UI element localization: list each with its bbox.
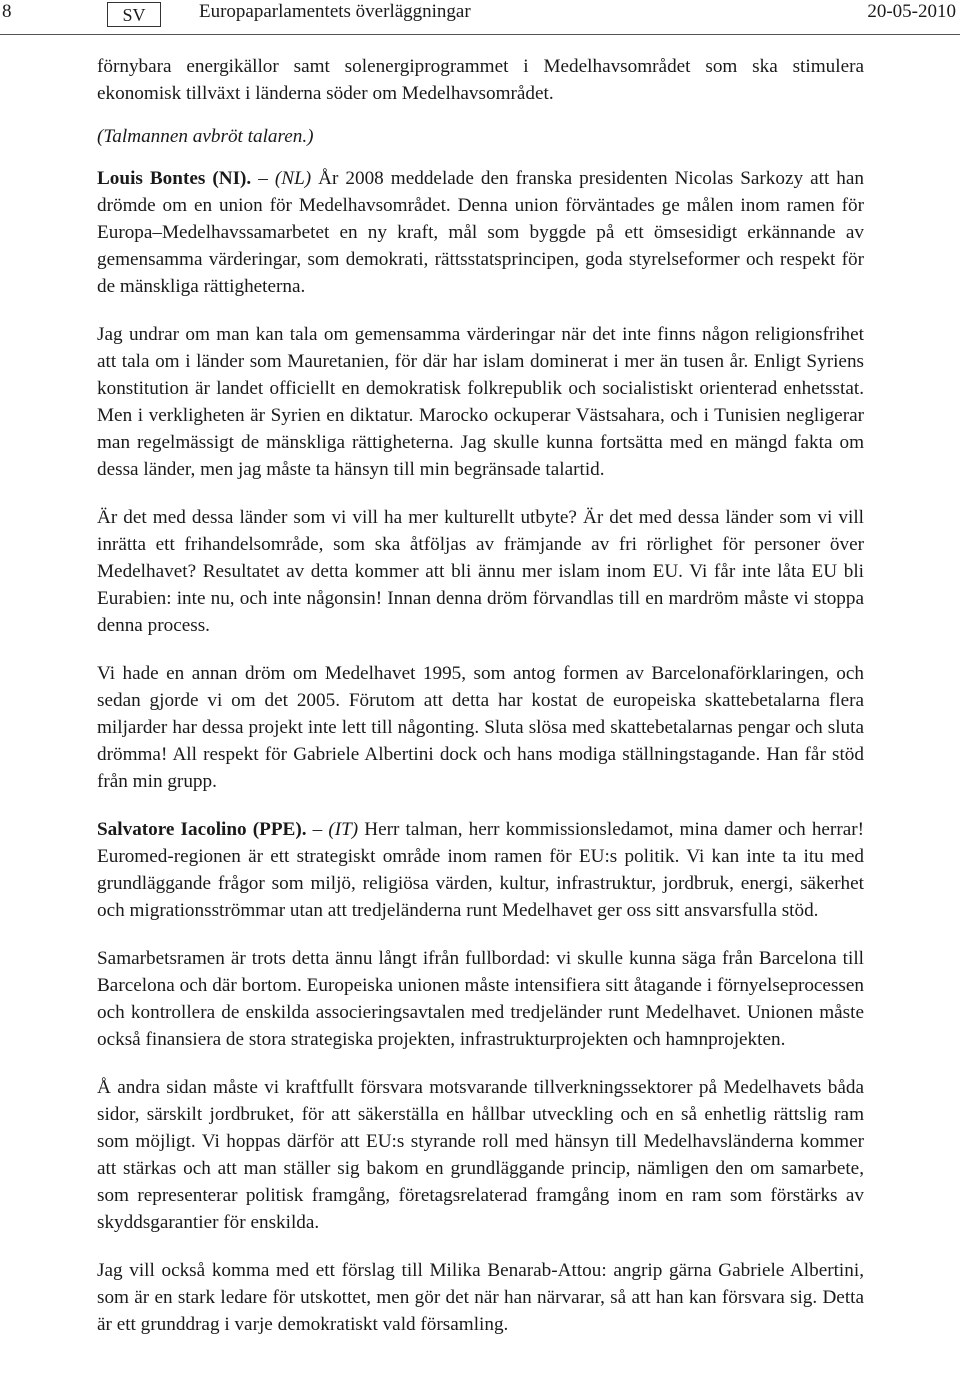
publication-title: Europaparlamentets överläggningar: [199, 1, 471, 22]
paragraph-text: Samarbetsramen är trots detta ännu långt ifrån fullbordad: vi skulle kunna säga från Barcelona till Barcelona och där bortom. Europeiska unionen måste intensifiera sitt åtagande i förnyelseprocessen och kontrollera de enskilda associeringsavtalen med tredjeländer runt Medelhavet. Unionen måste också finansiera de stora strategiska projekten, infrastrukturprojekten och hamnprojekten.: [97, 948, 864, 1050]
paragraph: [97, 1074, 864, 1236]
paragraph: [97, 945, 864, 1053]
paragraph-continuation: [97, 53, 864, 107]
paragraph-text: förnybara energikällor samt solenergiprogrammet i Medelhavsområdet som ska stimulera ekonomisk tillväxt i länderna söder om Medelhavsområdet.: [97, 56, 864, 104]
publication-date: 20-05-2010: [867, 1, 956, 22]
speaker-name: Louis Bontes (NI).: [97, 168, 252, 189]
paragraph-text: Jag undrar om man kan tala om gemensamma värderingar när det inte finns någon religionsfrihet att tala om i länder som Mauretanien, för där har islam dominerat i mer än tusen år. Enligt Syriens konstitution är landet officiellt en demokratisk folkrepublik och socialistiskt orienterad enhetsstat. Men i verkligheten är Syrien en diktatur. Marocko ockuperar Västsahara, och i Tunisien negligerar man regelmässigt de mänskliga rättigheterna. Jag skulle kunna fortsätta med en mängd fakta om dessa länder, men jag måste ta hänsyn till min begränsade talartid.: [97, 324, 864, 480]
paragraph: [97, 660, 864, 795]
language-badge: SV: [107, 2, 161, 27]
paragraph: [97, 321, 864, 483]
page-number: 8: [2, 1, 12, 22]
paragraph-text: Herr talman, herr kommissionsledamot, mina damer och herrar! Euromed-regionen är ett strategiskt område inom ramen för EU:s politik. Vi kan inte ta itu med grundläggande frågor som miljö, religiösa värden, kultur, infrastruktur, jordbruk, energi, säkerhet och migrationsströmmar utan att tredjeländerna runt Medelhavet ger oss sitt ansvarsfulla stöd.: [97, 819, 865, 921]
paragraph: [97, 504, 864, 639]
paragraph-text: Är det med dessa länder som vi vill ha mer kulturellt utbyte? Är det med dessa länder som vi vill inrätta ett frihandelsområde, som ska åtföljas av främjande av fri rörlighet för personer över Medelhavet? Resultatet av detta kommer att bli ännu mer islam inom EU. Vi får inte låta EU bli Eurabien: inte nu, och inte någonsin! Innan denna dröm förvandlas till en mardröm måste vi stoppa denna process.: [97, 507, 864, 636]
speaker-name: Salvatore Iacolino (PPE).: [97, 819, 307, 840]
note-text: (Talmannen avbröt talaren.): [97, 126, 314, 147]
document-body: [97, 53, 864, 1359]
speech-dash: –: [251, 168, 275, 189]
paragraph-text: År 2008 meddelade den franska presidenten Nicolas Sarkozy att han drömde om en union för Medelhavsområdet. Denna union förväntades ge målen inom ramen för Europa–Medelhavssamarbetet en ny kraft, mål som byggde på ett ömsesidigt erkännande av gemensamma värderingar, som demokrati, rättsstatsprincipen, goda styrelseformer och respekt för de mänskliga rättigheterna.: [97, 168, 864, 297]
speech-bontes: [97, 165, 864, 300]
paragraph-text: Å andra sidan måste vi kraftfullt försvara motsvarande tillverkningssektorer på Medelhavets båda sidor, särskilt jordbruket, för att säkerställa en hållbar utveckling och en så enhetlig rättslig ram som möjligt. Vi hoppas därför att EU:s styrande roll med hänsyn till Medelhavsländerna kommer att stärkas och att man ställer sig bakom en grundläggande princip, nämligen den om samarbete, som representerar politisk framgång, företagsrelaterad framgång inom en ram som förstärks av skyddsgarantier för enskilda.: [97, 1077, 864, 1233]
speech-language: (NL): [274, 168, 312, 189]
paragraph-text: Jag vill också komma med ett förslag till Milika Benarab-Attou: angrip gärna Gabriele Albertini, som är en stark ledare för utskottet, men gör det när han närvarar, så att han kan försvara sig. Detta är ett grunddrag i varje demokratiskt vald församling.: [97, 1260, 864, 1335]
speech-language: (IT): [328, 819, 359, 840]
chair-note: [97, 123, 864, 150]
paragraph-text: Vi hade en annan dröm om Medelhavet 1995, som antog formen av Barcelonaförklaringen, och sedan gjorde vi om det 2005. Förutom att detta har kostat de europeiska skattebetalarna flera miljarder har dessa projekt inte lett till någonting. Sluta slösa med skattebetalarnas pengar och sluta drömma! All respekt för Gabriele Albertini dock och hans modiga ställningstagande. Han får stöd från min grupp.: [97, 663, 864, 792]
paragraph: [97, 1257, 864, 1338]
speech-iacolino: [97, 816, 864, 924]
page-header: [0, 0, 960, 35]
speech-dash: –: [306, 819, 329, 840]
